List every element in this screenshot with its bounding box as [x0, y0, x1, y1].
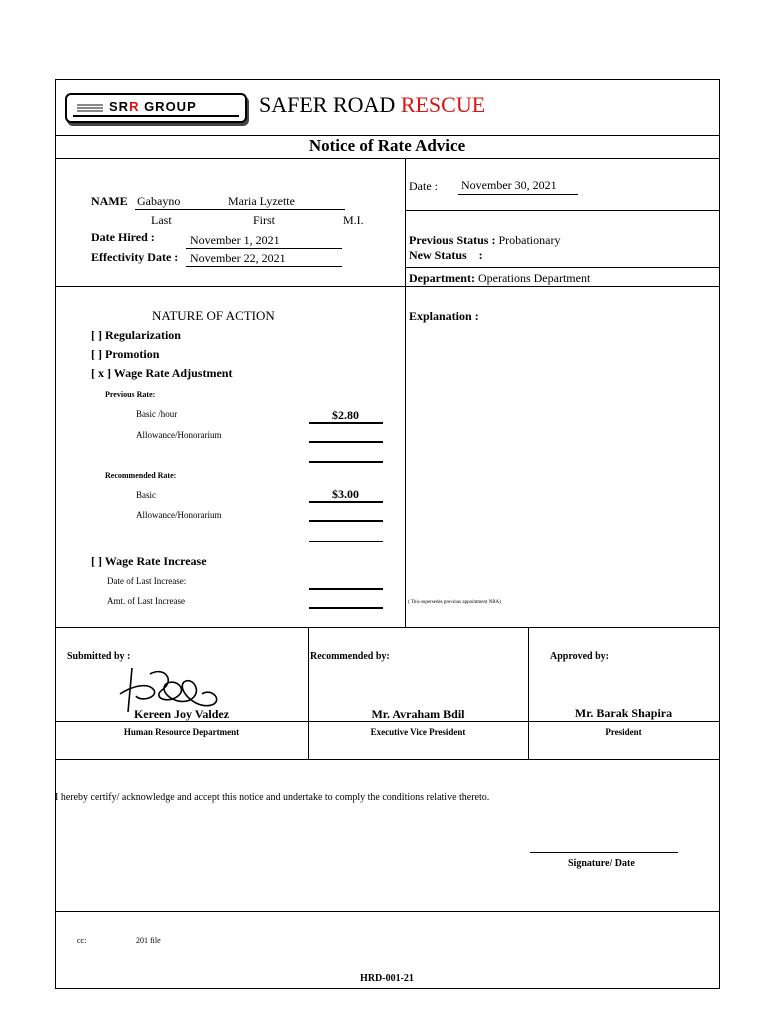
form-code: HRD-001-21 — [360, 973, 414, 984]
new-status-label: New Status : — [409, 248, 483, 262]
approved-by-label: Approved by: — [550, 651, 609, 662]
wage-adjustment-checkbox[interactable]: [ x ] Wage Rate Adjustment — [91, 366, 233, 380]
recommended-rate-label: Recommended Rate: — [105, 471, 177, 480]
basic-label: Basic — [136, 490, 156, 500]
effectivity-date-value: November 22, 2021 — [190, 251, 286, 265]
first-caption: First — [253, 213, 276, 227]
recommended-by-label: Recommended by: — [310, 651, 390, 662]
previous-rate-label: Previous Rate: — [105, 390, 156, 399]
basic-hour-value: $2.80 — [332, 408, 359, 422]
signature-date-label: Signature/ Date — [568, 858, 635, 869]
first-name-value: Maria Lyzette — [228, 194, 295, 208]
divider — [55, 759, 719, 760]
explanation-label: Explanation : — [409, 309, 479, 323]
wage-increase-checkbox[interactable]: [ ] Wage Rate Increase — [91, 554, 207, 568]
company-name-a: SAFER ROAD — [259, 92, 396, 117]
last-name-value: Gabayno — [137, 194, 181, 208]
submitted-by-department: Human Resource Department — [123, 727, 240, 737]
logo-text: SRR GROUP — [109, 99, 197, 114]
divider — [405, 267, 719, 268]
cc-value: 201 file — [136, 936, 161, 945]
signature-line — [530, 852, 678, 853]
divider — [308, 627, 309, 759]
department: Department: Operations Department — [409, 271, 591, 285]
regularization-checkbox[interactable]: [ ] Regularization — [91, 328, 181, 342]
last-caption: Last — [151, 213, 172, 227]
date-hired-value: November 1, 2021 — [190, 233, 280, 247]
previous-status: Previous Status : Probationary — [409, 233, 561, 247]
approved-by-name: Mr. Barak Shapira — [574, 706, 673, 720]
divider — [405, 158, 406, 627]
divider — [55, 627, 719, 628]
supersedes-note: ( This supersedes previous appointment NRA) — [408, 600, 501, 605]
divider — [405, 210, 719, 211]
srr-group-logo — [65, 93, 247, 123]
basic-hour-label: Basic /hour — [136, 409, 178, 419]
recommended-by-title: Executive Vice President — [370, 727, 466, 737]
date-value: November 30, 2021 — [461, 178, 557, 192]
date-last-increase-label: Date of Last Increase: — [107, 576, 187, 586]
submitted-by-name: Kereen Joy Valdez — [133, 707, 230, 721]
company-name — [259, 92, 485, 118]
allowance-label: Allowance/Honorarium — [136, 510, 222, 520]
mi-caption: M.I. — [343, 213, 364, 227]
certification-text: I hereby certify/ acknowledge and accept this notice and undertake to comply the conditions relative thereto. — [55, 792, 490, 803]
submitted-by-label: Submitted by : — [67, 651, 131, 662]
promotion-checkbox[interactable]: [ ] Promotion — [91, 347, 160, 361]
amt-last-increase-label: Amt. of Last Increase — [107, 596, 185, 606]
date-label: Date : — [409, 179, 438, 193]
divider — [55, 286, 719, 287]
form-title: Notice of Rate Advice — [308, 136, 466, 155]
allowance-label: Allowance/Honorarium — [136, 430, 222, 440]
cc-label: cc: — [77, 936, 87, 945]
date-hired-label: Date Hired : — [91, 230, 155, 244]
name-label: NAME — [91, 194, 128, 208]
divider — [55, 158, 719, 159]
approved-by-title: President — [605, 727, 642, 737]
recommended-by-name: Mr. Avraham Bdil — [371, 707, 465, 721]
nature-of-action-title: NATURE OF ACTION — [152, 308, 275, 323]
logo-stripes-icon — [77, 104, 103, 112]
company-name-b: RESCUE — [400, 92, 486, 117]
divider — [55, 911, 719, 912]
basic-value: $3.00 — [332, 487, 359, 501]
divider — [528, 627, 529, 759]
effectivity-date-label: Effectivity Date : — [91, 250, 179, 264]
